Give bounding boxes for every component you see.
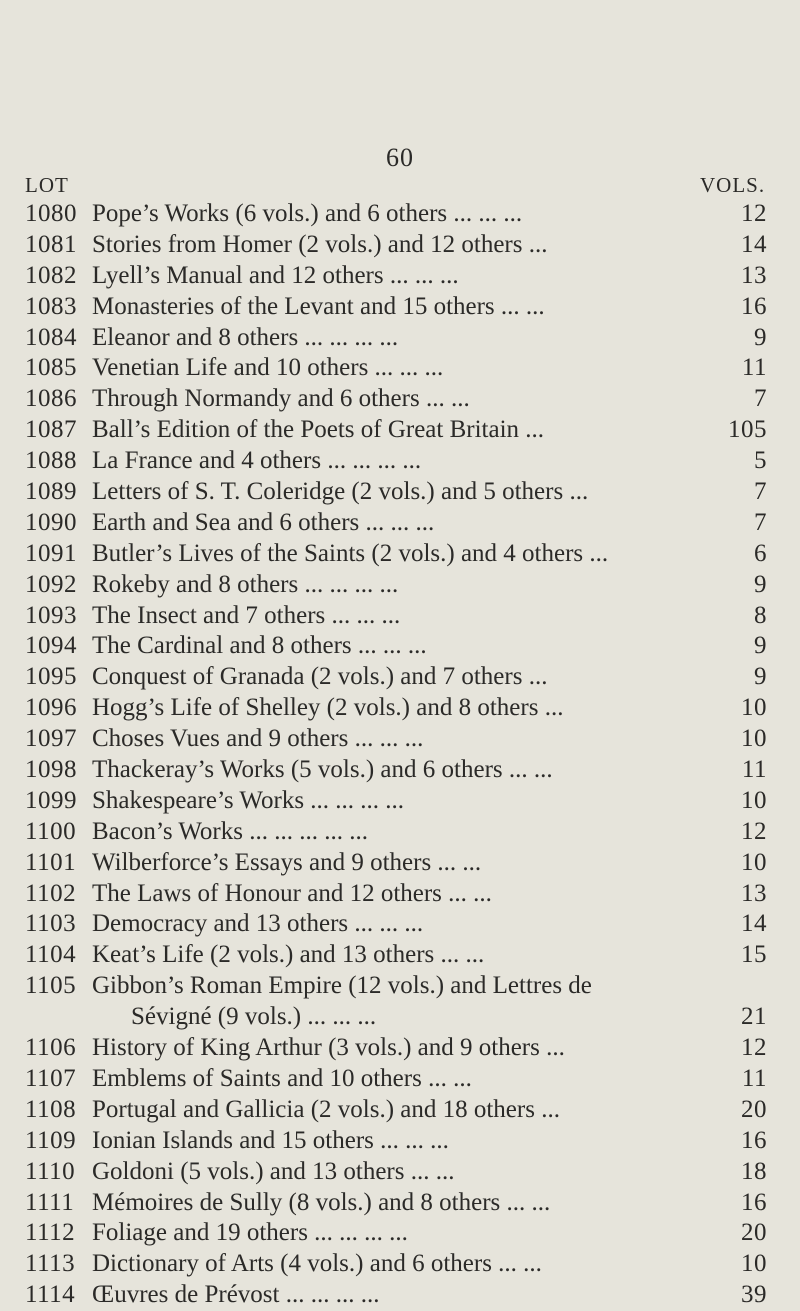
volume-count: 14 xyxy=(741,230,767,258)
catalogue-entry xyxy=(0,477,800,508)
volume-count: 11 xyxy=(741,354,767,382)
catalogue-entry xyxy=(0,508,800,539)
entry-title: Rokeby and 8 others ... ... ... ... xyxy=(92,570,399,598)
catalogue-entry xyxy=(0,415,800,446)
volume-count: 7 xyxy=(754,508,767,536)
volume-count: 9 xyxy=(754,663,767,691)
entry-title: Pope’s Works (6 vols.) and 6 others ... ... ... xyxy=(92,200,523,227)
entry-title: The Insect and 7 others ... ... ... xyxy=(92,601,401,629)
lot-number: 1093 xyxy=(25,601,77,629)
entry-title: Goldoni (5 vols.) and 13 others ... ... xyxy=(92,1157,455,1185)
lot-number: 1112 xyxy=(25,1219,76,1247)
volume-count: 12 xyxy=(741,199,767,227)
catalogue-entry xyxy=(0,199,800,230)
catalogue-entry xyxy=(0,940,800,971)
catalogue-entry xyxy=(0,1249,800,1280)
entry-title: Democracy and 13 others ... ... ... xyxy=(92,910,424,938)
volume-count: 16 xyxy=(741,1126,767,1154)
catalogue-entry xyxy=(0,384,800,415)
entry-title-continuation: Sévigné (9 vols.) ... ... ... xyxy=(131,1003,377,1031)
lot-number: 1111 xyxy=(25,1188,75,1216)
entry-title: Thackeray’s Works (5 vols.) and 6 others ... ... xyxy=(92,756,553,784)
lot-number: 1101 xyxy=(25,848,77,876)
volume-count: 14 xyxy=(741,910,767,938)
catalogue-entry xyxy=(0,693,800,724)
lot-number: 1107 xyxy=(25,1064,77,1092)
catalogue-entry xyxy=(0,971,800,1033)
entry-title: Earth and Sea and 6 others ... ... ... xyxy=(92,508,435,536)
entry-title: Foliage and 19 others ... ... ... ... xyxy=(92,1219,408,1247)
entry-title: Emblems of Saints and 10 others ... ... xyxy=(92,1064,472,1092)
entry-title: Ionian Islands and 15 others ... ... ... xyxy=(92,1126,449,1154)
volume-count: 105 xyxy=(728,416,767,444)
entry-title: Wilberforce’s Essays and 9 others ... ... xyxy=(92,848,482,876)
volume-count: 9 xyxy=(754,632,767,660)
catalogue-entry xyxy=(0,1157,800,1188)
volume-count: 8 xyxy=(754,601,767,629)
lot-number: 1085 xyxy=(25,354,77,382)
catalogue-entry xyxy=(0,1064,800,1095)
lot-number: 1097 xyxy=(25,725,77,753)
entry-title: Venetian Life and 10 others ... ... ... xyxy=(92,354,444,382)
page-number: 60 xyxy=(386,143,414,172)
volume-count: 9 xyxy=(754,570,767,598)
volume-count: 10 xyxy=(741,694,767,722)
entry-title: Shakespeare’s Works ... ... ... ... xyxy=(92,786,405,814)
lot-number: 1086 xyxy=(25,385,77,413)
volume-count: 18 xyxy=(741,1157,767,1185)
volume-count: 11 xyxy=(741,756,767,784)
volume-count: 16 xyxy=(741,1188,767,1216)
lot-number: 1108 xyxy=(25,1095,77,1123)
volume-count: 10 xyxy=(741,786,767,814)
volume-count: 39 xyxy=(741,1281,767,1309)
lot-number: 1102 xyxy=(25,879,77,907)
lot-number: 1081 xyxy=(25,230,77,258)
catalogue-entry xyxy=(0,539,800,570)
volume-count: 15 xyxy=(741,941,767,969)
lot-number: 1113 xyxy=(25,1250,76,1278)
lot-number: 1104 xyxy=(25,941,77,969)
volume-count: 20 xyxy=(741,1219,767,1247)
lot-number: 1087 xyxy=(25,416,77,444)
catalogue-entry xyxy=(0,292,800,323)
catalogue-entry xyxy=(0,601,800,632)
entry-title: Portugal and Gallicia (2 vols.) and 18 others ... xyxy=(92,1095,560,1123)
volume-count: 9 xyxy=(754,323,767,351)
catalogue-entry xyxy=(0,755,800,786)
catalogue-entry xyxy=(0,230,800,261)
entry-title: Bacon’s Works ... ... ... ... ... xyxy=(92,817,368,845)
entry-title: Gibbon’s Roman Empire (12 vols.) and Lettres de xyxy=(92,972,592,1000)
catalogue-entry xyxy=(0,879,800,910)
lot-number: 1109 xyxy=(25,1126,77,1154)
entry-title: Dictionary of Arts (4 vols.) and 6 others ... ... xyxy=(92,1250,542,1278)
vols-column-header: VOLS. xyxy=(700,173,766,197)
lot-number: 1094 xyxy=(25,632,77,660)
lot-number: 1089 xyxy=(25,478,77,506)
lot-number: 1082 xyxy=(25,261,77,289)
lot-number: 1090 xyxy=(25,508,77,536)
entry-title: Monasteries of the Levant and 15 others ... ... xyxy=(92,292,545,320)
volume-count: 12 xyxy=(741,1034,767,1062)
lot-number: 1096 xyxy=(25,694,77,722)
lot-number: 1100 xyxy=(25,817,77,845)
catalogue-entry xyxy=(0,848,800,879)
catalogue-entry xyxy=(0,1280,800,1311)
catalogue-entry xyxy=(0,817,800,848)
catalogue-entry xyxy=(0,1126,800,1157)
entry-title: Butler’s Lives of the Saints (2 vols.) and 4 others ... xyxy=(92,539,609,567)
entry-title: Conquest of Granada (2 vols.) and 7 others ... xyxy=(92,663,548,691)
volume-count: 13 xyxy=(741,261,767,289)
lot-number: 1083 xyxy=(25,292,77,320)
lot-number: 1092 xyxy=(25,570,77,598)
lot-number: 1098 xyxy=(25,756,77,784)
entry-title: Eleanor and 8 others ... ... ... ... xyxy=(92,323,399,351)
lot-column-header: LOT xyxy=(25,173,69,197)
catalogue-entry xyxy=(0,631,800,662)
lot-number: 1080 xyxy=(25,200,77,227)
catalogue-entry xyxy=(0,1218,800,1249)
catalogue-list xyxy=(0,199,800,1311)
catalogue-entry xyxy=(0,724,800,755)
lot-number: 1091 xyxy=(25,539,77,567)
lot-number: 1084 xyxy=(25,323,77,351)
entry-title: History of King Arthur (3 vols.) and 9 others ... xyxy=(92,1034,565,1062)
volume-count: 6 xyxy=(754,539,767,567)
catalogue-entry xyxy=(0,353,800,384)
volume-count: 5 xyxy=(754,447,767,475)
catalogue-entry xyxy=(0,1188,800,1219)
entry-title: Through Normandy and 6 others ... ... xyxy=(92,385,470,413)
entry-title: Mémoires de Sully (8 vols.) and 8 others ... ... xyxy=(92,1188,551,1216)
lot-number: 1105 xyxy=(25,972,77,1000)
entry-title: Lyell’s Manual and 12 others ... ... ... xyxy=(92,261,459,289)
volume-count: 21 xyxy=(741,1003,767,1031)
volume-count: 10 xyxy=(741,725,767,753)
volume-count: 12 xyxy=(741,817,767,845)
lot-number: 1103 xyxy=(25,910,77,938)
entry-title: The Laws of Honour and 12 others ... ... xyxy=(92,879,492,907)
lot-number: 1088 xyxy=(25,447,77,475)
entry-title: Œuvres de Prévost ... ... ... ... xyxy=(92,1281,380,1309)
volume-count: 13 xyxy=(741,879,767,907)
volume-count: 16 xyxy=(741,292,767,320)
entry-title: Stories from Homer (2 vols.) and 12 others ... xyxy=(92,230,548,258)
catalogue-entry xyxy=(0,1095,800,1126)
entry-title: Letters of S. T. Coleridge (2 vols.) and 5 others ... xyxy=(92,478,589,506)
volume-count: 10 xyxy=(741,848,767,876)
catalogue-entry xyxy=(0,909,800,940)
volume-count: 7 xyxy=(754,385,767,413)
lot-number: 1114 xyxy=(25,1281,76,1309)
lot-number: 1110 xyxy=(25,1157,76,1185)
catalogue-entry xyxy=(0,261,800,292)
volume-count: 10 xyxy=(741,1250,767,1278)
volume-count: 20 xyxy=(741,1095,767,1123)
volume-count: 7 xyxy=(754,478,767,505)
entry-title: Hogg’s Life of Shelley (2 vols.) and 8 others ... xyxy=(92,694,564,722)
catalogue-entry xyxy=(0,570,800,601)
entry-title: The Cardinal and 8 others ... ... ... xyxy=(92,632,427,660)
catalogue-entry xyxy=(0,323,800,354)
catalogue-entry xyxy=(0,1033,800,1064)
catalogue-entry xyxy=(0,662,800,693)
catalogue-entry xyxy=(0,446,800,477)
catalogue-entry xyxy=(0,786,800,817)
volume-count: 11 xyxy=(741,1064,767,1092)
entry-title: Choses Vues and 9 others ... ... ... xyxy=(92,725,424,753)
lot-number: 1095 xyxy=(25,663,77,691)
lot-number: 1106 xyxy=(25,1034,77,1062)
lot-number: 1099 xyxy=(25,786,77,814)
entry-title: La France and 4 others ... ... ... ... xyxy=(92,447,422,475)
entry-title: Ball’s Edition of the Poets of Great Britain ... xyxy=(92,416,545,444)
entry-title: Keat’s Life (2 vols.) and 13 others ... ... xyxy=(92,941,485,969)
